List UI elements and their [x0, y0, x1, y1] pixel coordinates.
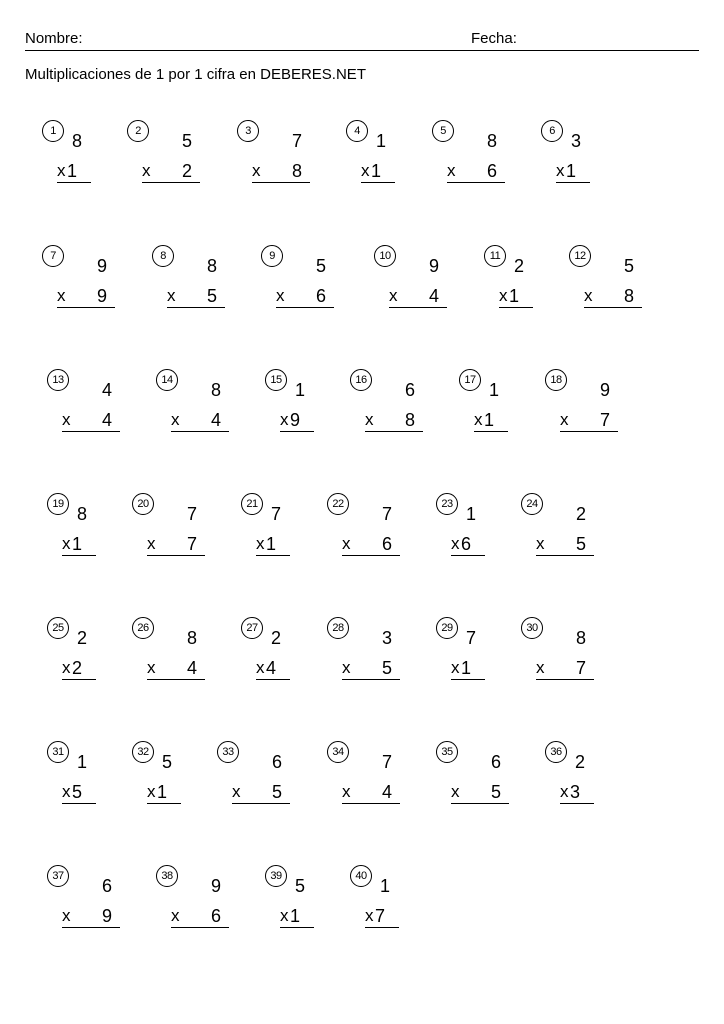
answer-line: [171, 431, 229, 432]
multiplicand: 8: [576, 628, 587, 648]
multiplicand: 3: [382, 628, 393, 648]
multiplicand: 6: [405, 380, 416, 400]
answer-line: [167, 307, 225, 308]
times-sign: x: [57, 286, 66, 305]
answer-line: [62, 679, 96, 680]
answer-line: [57, 307, 115, 308]
problem-40: [350, 865, 430, 935]
answer-line: [252, 182, 310, 183]
multiplier: 7: [375, 906, 386, 926]
multiplier: 1: [67, 161, 78, 181]
problem-1: [42, 120, 122, 190]
multiplier: 7: [600, 410, 611, 430]
answer-line: [451, 555, 485, 556]
problem-number: 13: [47, 369, 69, 391]
problem-27: [241, 617, 321, 687]
problem-30: [521, 617, 601, 687]
multiplier: 1: [157, 782, 168, 802]
answer-line: [451, 679, 485, 680]
problem-39: [265, 865, 345, 935]
multiplicand: 7: [466, 628, 477, 648]
times-sign: x: [584, 286, 593, 305]
multiplicand: 9: [211, 876, 222, 896]
multiplier: 5: [272, 782, 283, 802]
problem-number: 3: [237, 120, 259, 142]
multiplicand: 6: [272, 752, 283, 772]
answer-line: [342, 555, 400, 556]
multiplicand: 3: [571, 131, 582, 151]
problem-number: 15: [265, 369, 287, 391]
problem-18: [545, 369, 625, 439]
multiplicand: 2: [271, 628, 282, 648]
problem-number: 8: [152, 245, 174, 267]
answer-line: [147, 555, 205, 556]
problem-35: [436, 741, 516, 811]
multiplicand: 1: [295, 380, 306, 400]
problem-number: 11: [484, 245, 506, 267]
times-sign: x: [62, 906, 71, 925]
multiplier: 6: [461, 534, 472, 554]
answer-line: [256, 679, 290, 680]
problem-number: 5: [432, 120, 454, 142]
multiplicand: 7: [292, 131, 303, 151]
problem-8: [152, 245, 232, 315]
multiplier: 6: [487, 161, 498, 181]
multiplier: 5: [207, 286, 218, 306]
multiplicand: 8: [77, 504, 88, 524]
problem-number: 10: [374, 245, 396, 267]
multiplier: 1: [371, 161, 382, 181]
answer-line: [365, 927, 399, 928]
times-sign: x: [361, 161, 370, 180]
times-sign: x: [147, 658, 156, 677]
answer-line: [389, 307, 447, 308]
multiplier: 3: [570, 782, 581, 802]
problem-number: 28: [327, 617, 349, 639]
problem-13: [47, 369, 127, 439]
multiplier: 4: [187, 658, 198, 678]
times-sign: x: [560, 782, 569, 801]
multiplicand: 5: [162, 752, 173, 772]
problem-number: 39: [265, 865, 287, 887]
times-sign: x: [280, 906, 289, 925]
problem-29: [436, 617, 516, 687]
answer-line: [276, 307, 334, 308]
problem-number: 29: [436, 617, 458, 639]
problem-number: 22: [327, 493, 349, 515]
answer-line: [499, 307, 533, 308]
times-sign: x: [171, 410, 180, 429]
multiplier: 1: [509, 286, 520, 306]
multiplicand: 7: [187, 504, 198, 524]
problem-number: 12: [569, 245, 591, 267]
problem-5: [432, 120, 512, 190]
multiplicand: 6: [491, 752, 502, 772]
times-sign: x: [474, 410, 483, 429]
problem-34: [327, 741, 407, 811]
multiplier: 7: [187, 534, 198, 554]
problem-28: [327, 617, 407, 687]
problem-19: [47, 493, 127, 563]
times-sign: x: [536, 658, 545, 677]
times-sign: x: [256, 534, 265, 553]
problem-32: [132, 741, 212, 811]
problem-number: 1: [42, 120, 64, 142]
answer-line: [62, 927, 120, 928]
multiplier: 4: [211, 410, 222, 430]
multiplicand: 6: [102, 876, 113, 896]
problem-number: 2: [127, 120, 149, 142]
problem-7: [42, 245, 122, 315]
answer-line: [451, 803, 509, 804]
problem-number: 26: [132, 617, 154, 639]
multiplier: 4: [102, 410, 113, 430]
multiplier: 9: [290, 410, 301, 430]
multiplicand: 1: [376, 131, 387, 151]
multiplier: 1: [290, 906, 301, 926]
multiplier: 4: [382, 782, 393, 802]
problem-11: [484, 245, 564, 315]
multiplicand: 2: [77, 628, 88, 648]
answer-line: [147, 679, 205, 680]
multiplicand: 2: [575, 752, 586, 772]
multiplicand: 8: [487, 131, 498, 151]
times-sign: x: [560, 410, 569, 429]
times-sign: x: [167, 286, 176, 305]
problem-3: [237, 120, 317, 190]
problem-number: 36: [545, 741, 567, 763]
problem-number: 20: [132, 493, 154, 515]
multiplier: 6: [382, 534, 393, 554]
multiplier: 5: [491, 782, 502, 802]
multiplicand: 1: [77, 752, 88, 772]
multiplicand: 5: [316, 256, 327, 276]
problem-number: 31: [47, 741, 69, 763]
problem-36: [545, 741, 625, 811]
multiplier: 6: [211, 906, 222, 926]
multiplicand: 7: [382, 504, 393, 524]
header-rule: [25, 50, 699, 51]
times-sign: x: [252, 161, 261, 180]
problem-number: 18: [545, 369, 567, 391]
worksheet-title: Multiplicaciones de 1 por 1 cifra en DEBERES.NET: [25, 66, 366, 83]
times-sign: x: [451, 534, 460, 553]
times-sign: x: [147, 534, 156, 553]
multiplier: 4: [266, 658, 277, 678]
problem-16: [350, 369, 430, 439]
problem-number: 38: [156, 865, 178, 887]
times-sign: x: [342, 782, 351, 801]
problem-38: [156, 865, 236, 935]
multiplier: 2: [72, 658, 83, 678]
times-sign: x: [499, 286, 508, 305]
problem-number: 40: [350, 865, 372, 887]
name-label: Nombre:: [25, 30, 83, 47]
multiplier: 1: [566, 161, 577, 181]
multiplicand: 5: [295, 876, 306, 896]
answer-line: [171, 927, 229, 928]
problem-number: 34: [327, 741, 349, 763]
times-sign: x: [342, 658, 351, 677]
multiplicand: 7: [382, 752, 393, 772]
problem-14: [156, 369, 236, 439]
problem-number: 30: [521, 617, 543, 639]
problem-2: [127, 120, 207, 190]
multiplier: 1: [484, 410, 495, 430]
problem-6: [541, 120, 621, 190]
times-sign: x: [342, 534, 351, 553]
answer-line: [560, 431, 618, 432]
answer-line: [256, 555, 290, 556]
multiplicand: 1: [489, 380, 500, 400]
answer-line: [536, 679, 594, 680]
times-sign: x: [57, 161, 66, 180]
problem-33: [217, 741, 297, 811]
times-sign: x: [276, 286, 285, 305]
multiplier: 1: [72, 534, 83, 554]
problem-22: [327, 493, 407, 563]
problem-10: [374, 245, 454, 315]
answer-line: [142, 182, 200, 183]
problem-number: 7: [42, 245, 64, 267]
answer-line: [560, 803, 594, 804]
multiplier: 9: [102, 906, 113, 926]
multiplier: 5: [576, 534, 587, 554]
problem-24: [521, 493, 601, 563]
problem-number: 25: [47, 617, 69, 639]
answer-line: [62, 555, 96, 556]
multiplicand: 1: [466, 504, 477, 524]
times-sign: x: [451, 658, 460, 677]
times-sign: x: [556, 161, 565, 180]
times-sign: x: [142, 161, 151, 180]
times-sign: x: [62, 782, 71, 801]
problem-23: [436, 493, 516, 563]
multiplicand: 9: [97, 256, 108, 276]
problem-number: 16: [350, 369, 372, 391]
answer-line: [62, 431, 120, 432]
multiplicand: 7: [271, 504, 282, 524]
multiplicand: 5: [624, 256, 635, 276]
problem-number: 32: [132, 741, 154, 763]
problem-number: 33: [217, 741, 239, 763]
times-sign: x: [62, 658, 71, 677]
problem-17: [459, 369, 539, 439]
answer-line: [447, 182, 505, 183]
times-sign: x: [232, 782, 241, 801]
problem-31: [47, 741, 127, 811]
problem-number: 37: [47, 865, 69, 887]
problem-15: [265, 369, 345, 439]
problem-number: 24: [521, 493, 543, 515]
multiplier: 5: [382, 658, 393, 678]
problem-number: 4: [346, 120, 368, 142]
times-sign: x: [389, 286, 398, 305]
multiplicand: 2: [514, 256, 525, 276]
multiplier: 8: [405, 410, 416, 430]
worksheet-header: [25, 30, 699, 52]
multiplicand: 8: [211, 380, 222, 400]
problem-number: 27: [241, 617, 263, 639]
times-sign: x: [280, 410, 289, 429]
multiplicand: 5: [182, 131, 193, 151]
problem-number: 6: [541, 120, 563, 142]
multiplicand: 1: [380, 876, 391, 896]
problem-number: 19: [47, 493, 69, 515]
times-sign: x: [171, 906, 180, 925]
times-sign: x: [256, 658, 265, 677]
multiplicand: 4: [102, 380, 113, 400]
problem-number: 17: [459, 369, 481, 391]
answer-line: [280, 927, 314, 928]
answer-line: [57, 182, 91, 183]
multiplicand: 8: [187, 628, 198, 648]
multiplicand: 8: [72, 131, 83, 151]
multiplier: 1: [461, 658, 472, 678]
times-sign: x: [451, 782, 460, 801]
multiplier: 2: [182, 161, 193, 181]
date-label: Fecha:: [471, 30, 517, 47]
problem-37: [47, 865, 127, 935]
times-sign: x: [62, 410, 71, 429]
multiplicand: 9: [429, 256, 440, 276]
multiplier: 9: [97, 286, 108, 306]
times-sign: x: [447, 161, 456, 180]
multiplicand: 2: [576, 504, 587, 524]
problem-number: 9: [261, 245, 283, 267]
multiplier: 4: [429, 286, 440, 306]
answer-line: [474, 431, 508, 432]
answer-line: [536, 555, 594, 556]
times-sign: x: [62, 534, 71, 553]
times-sign: x: [536, 534, 545, 553]
answer-line: [365, 431, 423, 432]
answer-line: [232, 803, 290, 804]
problem-21: [241, 493, 321, 563]
times-sign: x: [365, 906, 374, 925]
problem-4: [346, 120, 426, 190]
multiplier: 5: [72, 782, 83, 802]
problem-26: [132, 617, 212, 687]
answer-line: [280, 431, 314, 432]
answer-line: [361, 182, 395, 183]
answer-line: [62, 803, 96, 804]
problem-25: [47, 617, 127, 687]
problem-number: 21: [241, 493, 263, 515]
multiplier: 8: [292, 161, 303, 181]
answer-line: [147, 803, 181, 804]
answer-line: [342, 679, 400, 680]
problem-20: [132, 493, 212, 563]
answer-line: [556, 182, 590, 183]
problem-number: 23: [436, 493, 458, 515]
problem-number: 35: [436, 741, 458, 763]
times-sign: x: [365, 410, 374, 429]
problem-12: [569, 245, 649, 315]
multiplier: 7: [576, 658, 587, 678]
multiplicand: 9: [600, 380, 611, 400]
answer-line: [342, 803, 400, 804]
problem-number: 14: [156, 369, 178, 391]
multiplier: 1: [266, 534, 277, 554]
multiplicand: 8: [207, 256, 218, 276]
multiplier: 8: [624, 286, 635, 306]
times-sign: x: [147, 782, 156, 801]
multiplier: 6: [316, 286, 327, 306]
answer-line: [584, 307, 642, 308]
problem-9: [261, 245, 341, 315]
